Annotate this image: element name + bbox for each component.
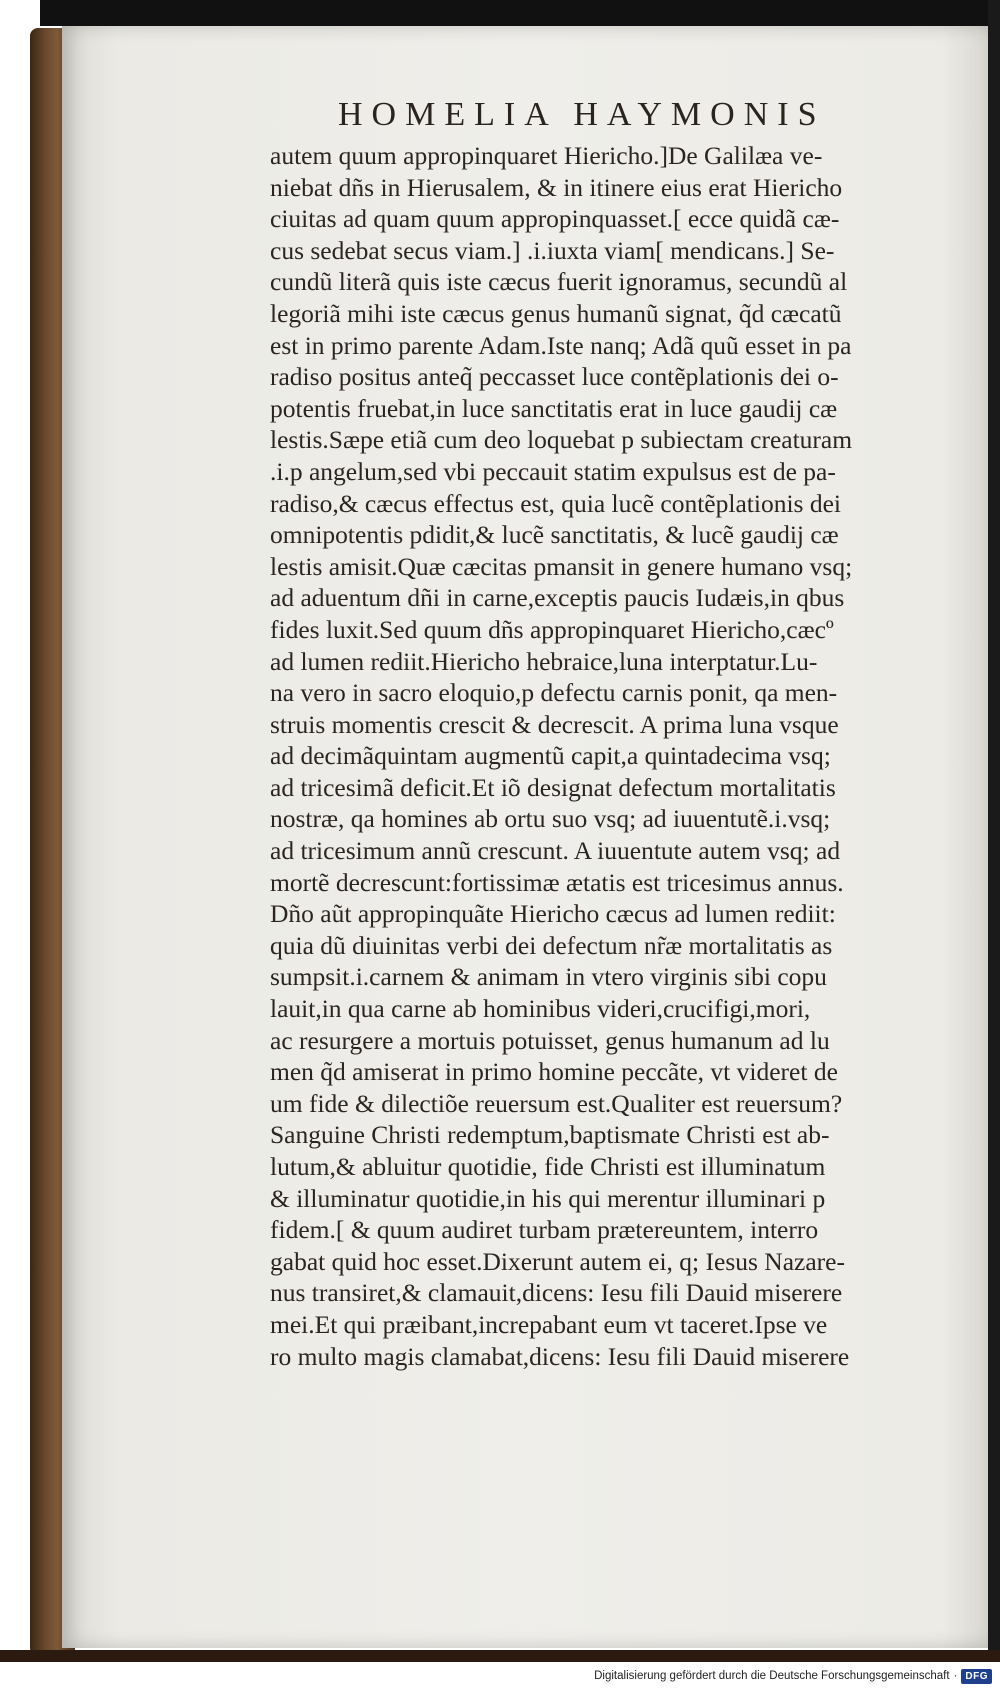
text-line: autem quum appropinquaret Hiericho.]De Galilæa ve- — [270, 141, 823, 170]
text-line: ad tricesimum annũ crescunt. A iuuentute autem vsq; ad — [270, 836, 841, 866]
scan-right-border — [988, 0, 1000, 1660]
text-line: sumpsit.i.carnem & animam in vtero virginis sibi copu — [270, 962, 827, 992]
dfg-logo: DFG — [961, 1669, 992, 1684]
running-head: HOMELIA HAYMONIS — [338, 96, 826, 133]
text-line: Dño aũt appropinquãte Hiericho cæcus ad lumen rediit: — [270, 899, 836, 929]
text-line: fidem.[ & quum audiret turbam prætereuntem, interro — [270, 1215, 819, 1245]
text-line: ciuitas ad quam quum appropinquasset.[ ecce quidã cæ- — [270, 204, 840, 234]
text-line: legoriã mihi iste cæcus genus humanũ signat, q̃d cæcatũ — [270, 298, 842, 328]
text-line: radiso,& cæcus effectus est, quia lucẽ contẽplationis dei — [270, 488, 841, 518]
text-line: nostræ, qa homines ab ortu suo vsq; ad iuuentutẽ.i.vsq; — [270, 804, 831, 834]
scan-bottom-border — [0, 1650, 1000, 1662]
scan-top-border — [40, 0, 1000, 26]
text-line: um fide & dilectiõe reuersum est.Qualiter est reuersum? — [270, 1088, 843, 1118]
text-line: men q̃d amiserat in primo homine peccãte, vt videret de — [270, 1057, 838, 1087]
text-line: ad tricesimã deficit.Et iõ designat defectum mortalitatis — [270, 772, 836, 802]
text-line: Sanguine Christi redemptum,baptismate Christi est ab- — [270, 1120, 830, 1150]
text-line: gabat quid hoc esset.Dixerunt autem ei, q; Iesus Nazare- — [270, 1246, 845, 1276]
text-line: nus transiret,& clamauit,dicens: Iesu fili Dauid miserere — [270, 1278, 843, 1308]
text-line: cundũ literã quis iste cæcus fuerit ignoramus, secundũ al — [270, 267, 848, 297]
text-line: ad decimãquintam augmentũ capit,a quintadecima vsq; — [270, 741, 831, 771]
text-line: niebat dñs in Hierusalem, & in itinere eius erat Hiericho — [270, 172, 843, 202]
text-line: struis momentis crescit & decrescit. A prima luna vsque — [270, 709, 839, 739]
text-line: fides luxit.Sed quum dñs appropinquaret Hiericho,cæcº — [270, 614, 834, 644]
text-line: & illuminatur quotidie,in his qui merentur illuminari p — [270, 1183, 826, 1213]
text-line: ac resurgere a mortuis potuisset, genus humanum ad lu — [270, 1025, 830, 1055]
text-line: ad aduentum dñi in carne,exceptis paucis Iudæis,in qbus — [270, 583, 845, 613]
text-line: .i.p angelum,sed vbi peccauit statim expulsus est de pa- — [270, 456, 836, 486]
text-line: ro multo magis clamabat,dicens: Iesu fili Dauid miserere — [270, 1341, 850, 1371]
text-line: cus sedebat secus viam.] .i.iuxta viam[ mendicans.] Se- — [270, 235, 835, 265]
text-line: lestis amisit.Quæ cæcitas pmansit in genere humano vsq; — [270, 551, 853, 581]
text-line: omnipotentis pdidit,& lucẽ sanctitatis, & lucẽ gaudij cæ — [270, 520, 839, 550]
text-line: est in primo parente Adam.Iste nanq; Adã quũ esset in pa — [270, 330, 852, 360]
credit-text: Digitalisierung gefördert durch die Deutsche Forschungsgemeinschaft — [594, 1670, 950, 1682]
text-line: lauit,in qua carne ab hominibus videri,crucifigi,mori, — [270, 994, 811, 1024]
text-line: radiso positus anteq̃ peccasset luce contẽplationis dei o- — [270, 362, 839, 392]
digitization-credit: Digitalisierung gefördert durch die Deutsche Forschungsgemeinschaft · DFG — [594, 1665, 992, 1687]
text-line: lestis.Sæpe etiã cum deo loquebat p subiectam creaturam — [270, 425, 853, 455]
text-line: quia dũ diuinitas verbi dei defectum nr̃æ mortalitatis as — [270, 930, 833, 960]
text-line: mei.Et qui præibant,increpabant eum vt taceret.Ipse ve — [270, 1309, 828, 1339]
text-line: ad lumen rediit.Hiericho hebraice,luna interptatur.Lu- — [270, 646, 818, 676]
text-line: na vero in sacro eloquio,p defectu carnis ponit, qa men- — [270, 678, 838, 708]
body-text — [270, 140, 982, 1372]
text-line: potentis fruebat,in luce sanctitatis erat in luce gaudij cæ — [270, 393, 838, 423]
text-line: mortẽ decrescunt:fortissimæ ætatis est tricesimus annus. — [270, 867, 844, 897]
text-line: lutum,& abluitur quotidie, fide Christi est illuminatum — [270, 1152, 826, 1181]
